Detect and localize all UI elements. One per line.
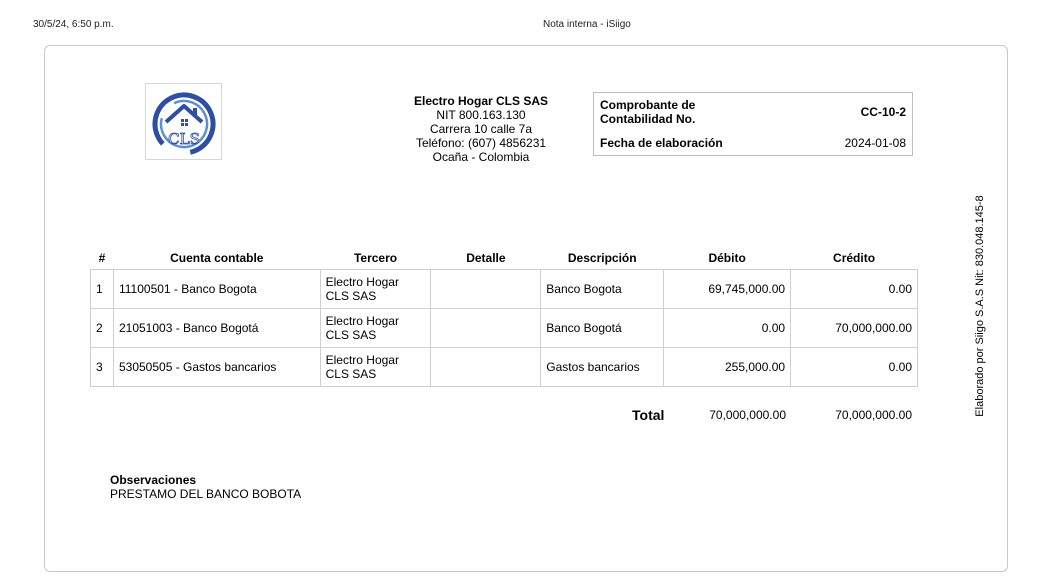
col-header-debit: Débito xyxy=(708,250,746,265)
company-nit: NIT 800.163.130 xyxy=(436,108,526,122)
third-party-line1: Electro Hogar xyxy=(325,314,399,328)
print-page-title: Nota interna - iSiigo xyxy=(543,19,631,30)
third-party-line2: CLS SAS xyxy=(325,367,377,381)
table-row xyxy=(91,309,918,348)
company-city: Ocaña - Colombia xyxy=(432,150,530,164)
table-row xyxy=(91,348,918,387)
company-name: Electro Hogar CLS SAS xyxy=(413,94,549,108)
third-party-line1: Electro Hogar xyxy=(325,353,399,367)
row-description: Banco Bogotá xyxy=(541,309,664,348)
table-header-row xyxy=(91,246,918,270)
logo-text: CLS xyxy=(168,130,200,148)
table-row xyxy=(91,270,918,309)
voucher-number-value: CC-10-2 xyxy=(860,105,906,119)
voucher-number-label xyxy=(600,98,695,126)
third-party-line2: CLS SAS xyxy=(325,289,377,303)
row-third-party xyxy=(320,309,431,348)
total-debit: 70,000,000.00 xyxy=(709,408,786,422)
row-credit: 70,000,000.00 xyxy=(791,309,918,348)
row-third-party xyxy=(320,348,431,387)
voucher-box xyxy=(593,92,913,156)
voucher-number-label-line2: Contabilidad No. xyxy=(600,112,696,126)
row-account: 53050505 - Gastos bancarios xyxy=(113,348,320,387)
col-header-credit: Crédito xyxy=(833,250,876,265)
total-label: Total xyxy=(632,407,665,423)
row-account: 21051003 - Banco Bogotá xyxy=(113,309,320,348)
col-header-description: Descripción xyxy=(567,250,637,265)
row-number: 2 xyxy=(91,309,114,348)
house-logo-icon xyxy=(146,84,221,159)
ledger-table xyxy=(90,246,918,387)
voucher-date-value: 2024-01-08 xyxy=(844,136,906,150)
row-description: Banco Bogota xyxy=(541,270,664,309)
row-credit: 0.00 xyxy=(791,348,918,387)
observations-title: Observaciones xyxy=(110,473,197,487)
row-description: Gastos bancarios xyxy=(541,348,664,387)
row-third-party xyxy=(320,270,431,309)
row-credit: 0.00 xyxy=(791,270,918,309)
row-debit: 69,745,000.00 xyxy=(664,270,791,309)
print-datetime: 30/5/24, 6:50 p.m. xyxy=(33,19,114,30)
company-address: Carrera 10 calle 7a xyxy=(429,122,533,136)
row-account: 11100501 - Banco Bogota xyxy=(113,270,320,309)
row-debit: 0.00 xyxy=(664,309,791,348)
row-number: 1 xyxy=(91,270,114,309)
company-logo xyxy=(145,83,222,160)
company-phone: Teléfono: (607) 4856231 xyxy=(415,136,547,150)
col-header-account: Cuenta contable xyxy=(170,250,264,265)
third-party-line2: CLS SAS xyxy=(325,328,377,342)
voucher-number-label-line1: Comprobante de xyxy=(600,98,696,112)
voucher-date-label: Fecha de elaboración xyxy=(600,136,723,150)
col-header-number: # xyxy=(98,250,106,265)
observations xyxy=(110,473,301,501)
row-detail xyxy=(431,348,541,387)
observations-text: PRESTAMO DEL BANCO BOBOTA xyxy=(110,487,302,501)
company-info xyxy=(390,94,572,164)
total-credit: 70,000,000.00 xyxy=(835,408,912,422)
third-party-line1: Electro Hogar xyxy=(325,275,399,289)
col-header-detail: Detalle xyxy=(466,250,506,265)
side-note-text: Elaborado por Siigo S.A.S Nit: 830.048.145-8 xyxy=(974,195,986,417)
row-detail xyxy=(431,309,541,348)
row-detail xyxy=(431,270,541,309)
row-debit: 255,000.00 xyxy=(664,348,791,387)
col-header-third-party: Tercero xyxy=(353,250,398,265)
row-number: 3 xyxy=(91,348,114,387)
